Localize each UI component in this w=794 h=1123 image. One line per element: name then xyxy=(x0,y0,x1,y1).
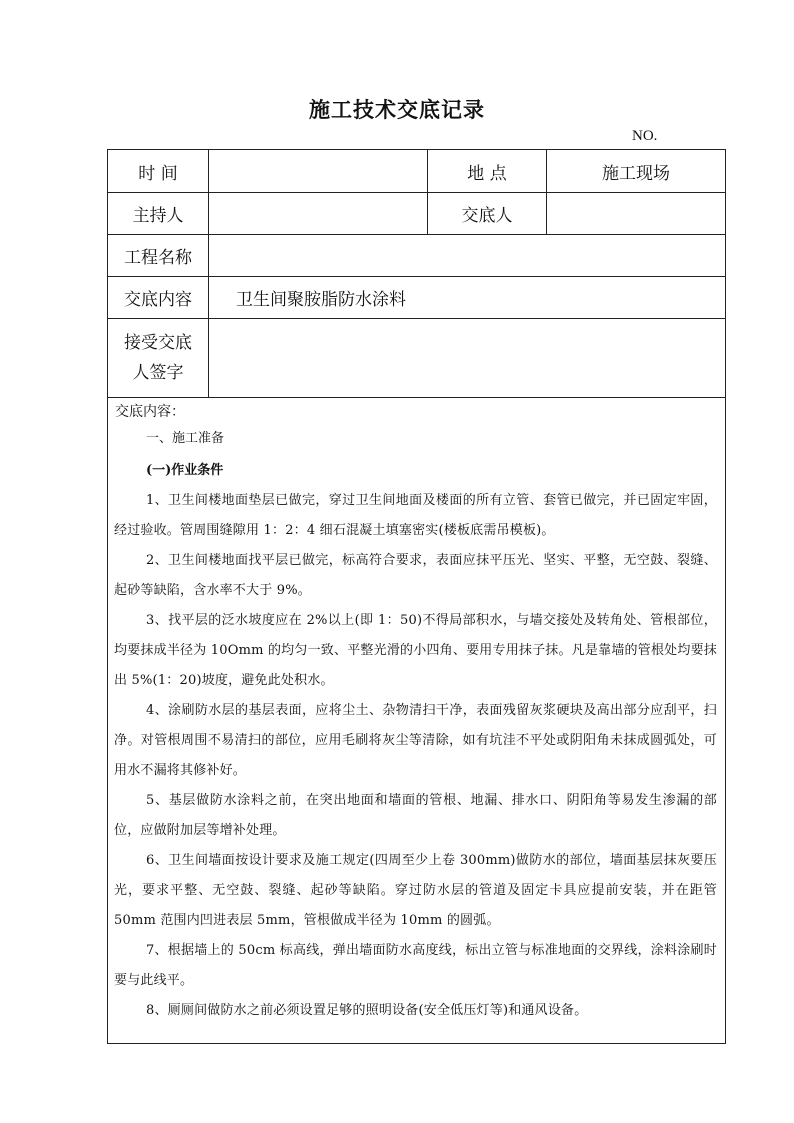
time-field[interactable] xyxy=(209,150,427,192)
briefing-body-heading: 交底内容： xyxy=(115,404,185,420)
presenter-label: 交底人 xyxy=(461,206,513,226)
host-field[interactable] xyxy=(209,193,427,234)
project-name-field[interactable] xyxy=(209,235,725,276)
briefing-content-label: 交底内容 xyxy=(124,290,192,310)
recipient-signature-field[interactable] xyxy=(209,319,725,397)
list-item: 7、根据墙上的 50cm 标高线，弹出墙面防水高度线，标出立管与标准地面的交界线，涂料涂刷时要与此线平。 xyxy=(114,943,717,988)
record-form xyxy=(107,149,726,1044)
list-item: 5、基层做防水涂料之前，在突出地面和墙面的管根、地漏、排水口、阴阳角等易发生渗漏的部位，应做附加层等增补处理。 xyxy=(114,793,717,838)
list-item: 8、厕厕间做防水之前必须设置足够的照明设备(安全低压灯等)和通风设备。 xyxy=(146,1003,588,1018)
section-heading: 一、施工准备 xyxy=(146,431,225,446)
location-label: 地 点 xyxy=(467,163,507,184)
recipient-signature-label xyxy=(108,319,208,397)
project-name-label: 工程名称 xyxy=(124,248,192,268)
time-label: 时 间 xyxy=(138,163,178,184)
list-item: 6、卫生间墙面按设计要求及施工规定(四周至少上卷 300mm)做防水的部位，墙面基层抹灰要压光，要求平整、无空鼓、裂缝、起砂等缺陷。穿过防水层的管道及固定卡具应提前安装，并在距管 50mm 范围内凹进表层 5mm，管根做成半径为 10mm 的圆弧。 xyxy=(114,853,717,928)
list-item: 3、找平层的泛水坡度应在 2%以上(即 1：50)不得局部积水，与墙交接处及转角处、管根部位，均要抹成半径为 10Omm 的均匀一致、平整光滑的小四角、要用专用抹子抹。凡是靠墙的管根处均要抹出 5%(1：20)坡度，避免此处积水。 xyxy=(114,613,717,688)
briefing-body xyxy=(108,397,725,1043)
list-item: 4、涂刷防水层的基层表面，应将尘土、杂物清扫干净，表面残留灰浆硬块及高出部分应刮平，扫净。对管根周围不易清扫的部位，应用毛刷将灰尘等清除，如有坑洼不平处或阴阳角未抹成圆弧处，可用水不漏将其修补好。 xyxy=(114,703,717,778)
document-title: 施工技术交底记录 xyxy=(309,97,485,122)
location-field[interactable]: 施工现场 xyxy=(602,163,670,184)
list-item: 2、卫生间楼地面找平层已做完，标高符合要求，表面应抹平压光、坚实、平整，无空鼓、裂缝、起砂等缺陷，含水率不大于 9%。 xyxy=(114,553,717,598)
recipient-signature-label-line1: 接受交底 xyxy=(124,333,192,353)
work-conditions-list xyxy=(114,486,717,1026)
record-number-label: NO. xyxy=(632,128,658,144)
subsection-heading: (一)作业条件 xyxy=(146,463,224,478)
recipient-signature-label-line2: 人签字 xyxy=(132,363,184,383)
briefing-content-field[interactable]: 卫生间聚胺脂防水涂料 xyxy=(236,290,406,310)
list-item: 1、卫生间楼地面垫层已做完，穿过卫生间地面及楼面的所有立管、套管已做完，并已固定牢固，经过验收。管周围缝隙用 1：2：4 细石混凝土填塞密实(楼板底需吊模板)。 xyxy=(114,493,717,538)
host-label: 主持人 xyxy=(132,206,184,226)
presenter-field[interactable] xyxy=(547,193,725,234)
